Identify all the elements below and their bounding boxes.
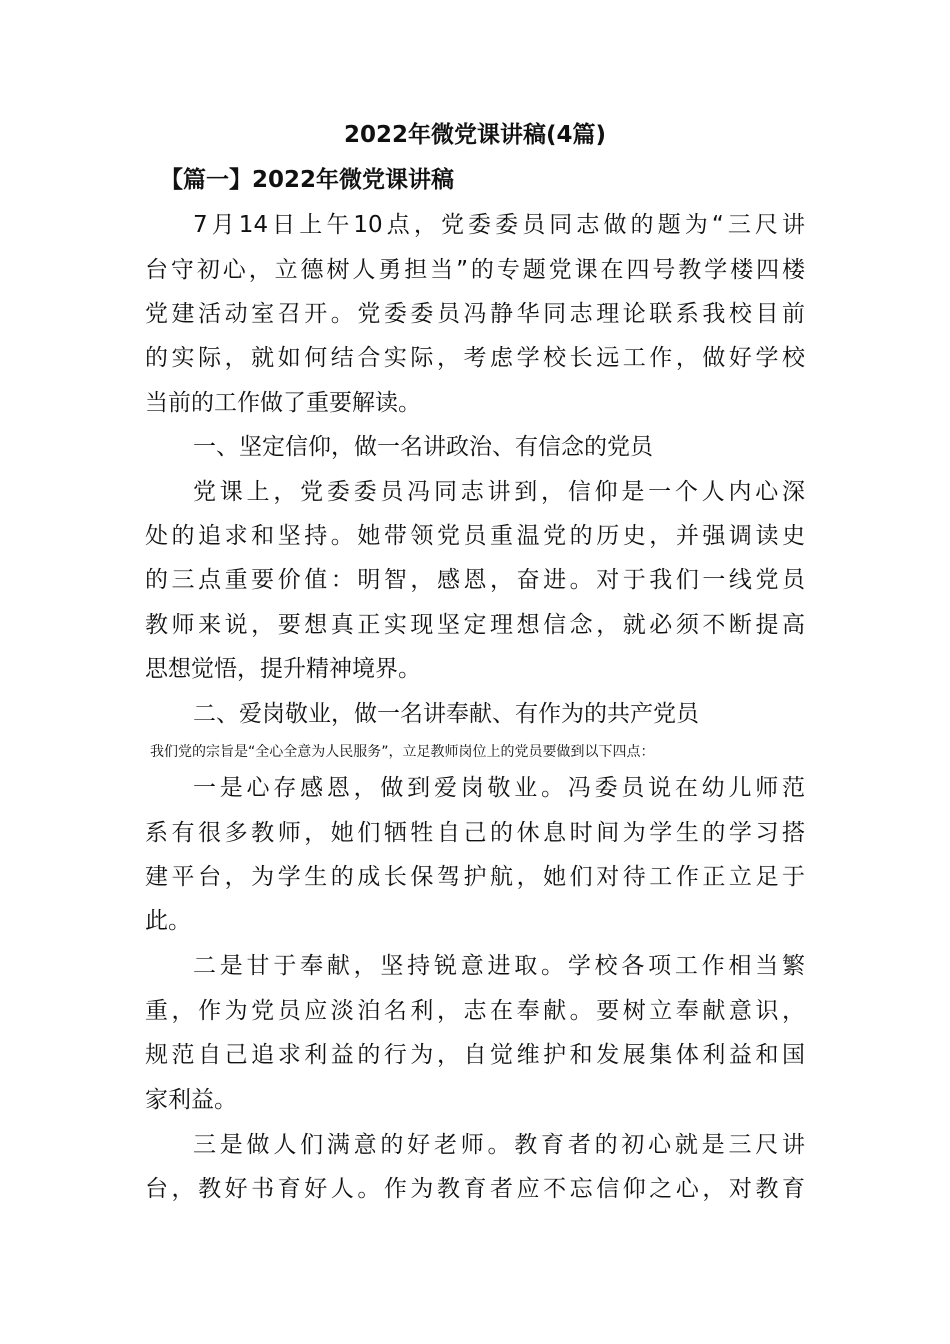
paragraph-line: 党建活动室召开。党委委员冯静华同志理论联系我校目前 (145, 301, 805, 327)
paragraph-line: 家利益。 (145, 1087, 237, 1113)
paragraph-line: 的实际，就如何结合实际，考虑学校长远工作，做好学校 (145, 345, 805, 371)
section-heading: 【篇一】2022年微党课讲稿 (160, 167, 455, 193)
paragraph-line: 建平台，为学生的成长保驾护航，她们对待工作正立足于 (145, 864, 805, 890)
subheading: 二、爱岗敬业，做一名讲奉献、有作为的共产党员 (193, 701, 699, 727)
paragraph-line: 系有很多教师，她们牺牲自己的休息时间为学生的学习搭 (145, 820, 805, 846)
paragraph-line: 台守初心，立德树人勇担当”的专题党课在四号教学楼四楼 (145, 257, 805, 283)
paragraph-line: 处的追求和坚持。她带领党员重温党的历史，并强调读史 (145, 523, 805, 549)
paragraph-line: 党课上，党委委员冯同志讲到，信仰是一个人内心深 (193, 479, 805, 505)
document-title: 2022年微党课讲稿(4篇) (343, 122, 607, 148)
paragraph-line: 重，作为党员应淡泊名利，志在奉献。要树立奉献意识， (145, 998, 805, 1024)
paragraph-line: 一是心存感恩，做到爱岗敬业。冯委员说在幼儿师范 (193, 775, 805, 801)
paragraph-line: 7月14日上午10点，党委委员同志做的题为“三尺讲 (193, 212, 805, 238)
paragraph-line: 台，教好书育好人。作为教育者应不忘信仰之心，对教育 (145, 1176, 805, 1202)
paragraph-line: 的三点重要价值：明智，感恩，奋进。对于我们一线党员 (145, 567, 805, 593)
paragraph-line: 教师来说，要想真正实现坚定理想信念，就必须不断提高 (145, 612, 805, 638)
paragraph-line: 思想觉悟，提升精神境界。 (145, 656, 421, 682)
small-paragraph: 我们党的宗旨是“全心全意为人民服务”，立足教师岗位上的党员要做到以下四点： (150, 744, 655, 760)
paragraph-line: 当前的工作做了重要解读。 (145, 390, 421, 416)
subheading: 一、坚定信仰，做一名讲政治、有信念的党员 (193, 434, 653, 460)
paragraph-line: 此。 (145, 908, 191, 934)
paragraph-line: 规范自己追求利益的行为，自觉维护和发展集体利益和国 (145, 1042, 805, 1068)
paragraph-line: 三是做人们满意的好老师。教育者的初心就是三尺讲 (193, 1132, 805, 1158)
paragraph-line: 二是甘于奉献，坚持锐意进取。学校各项工作相当繁 (193, 953, 805, 979)
